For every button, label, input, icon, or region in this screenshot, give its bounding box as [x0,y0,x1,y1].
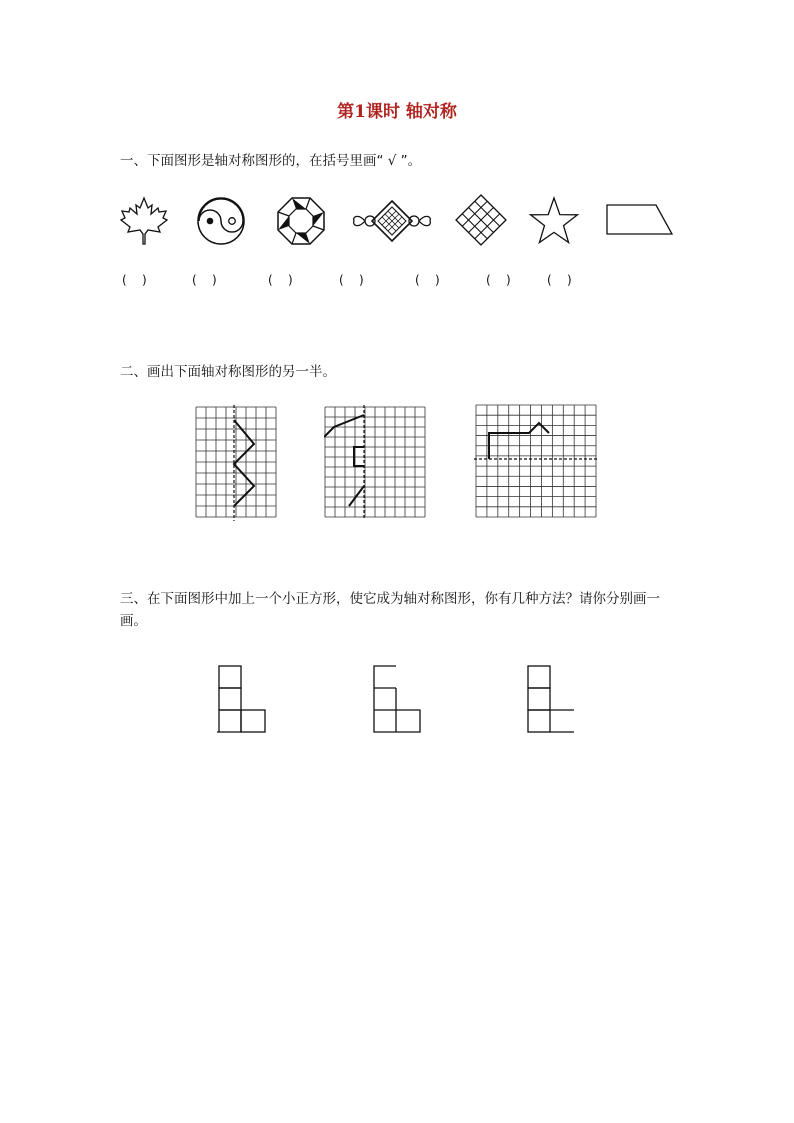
question-2-text: 二、画出下面轴对称图形的另一半。 [120,364,336,380]
question-3-text: 三、在下面图形中加上一个小正方形，使它成为轴对称图形，你有几种方法？请你分别画一画。 [120,591,660,629]
page-title: 第1课时 轴对称 [337,102,457,122]
diamond-lattice-icon [454,193,508,247]
square-figure-2[interactable] [372,664,424,736]
answer-blank[interactable]: ( ) [192,273,217,287]
answer-blank[interactable]: ( ) [268,273,293,287]
yin-yang-icon [196,196,246,246]
answer-blank[interactable]: ( ) [547,273,572,287]
star-icon [528,196,580,246]
maple-leaf-icon [118,196,170,246]
trapezoid-icon [604,202,676,238]
octagon-pinwheel-icon [276,196,326,246]
answer-blank[interactable]: ( ) [415,273,440,287]
chinese-knot-icon [350,198,434,244]
answer-blank[interactable]: ( ) [122,273,147,287]
square-figure-3[interactable] [526,664,578,736]
grid-1[interactable] [194,405,278,521]
answer-blank[interactable]: ( ) [486,273,511,287]
question-1-text: 一、下面图形是轴对称图形的，在括号里画“ √ ”。 [120,153,422,169]
square-figure-1[interactable] [217,664,269,736]
answer-blank[interactable]: ( ) [339,273,364,287]
grid-2[interactable] [324,405,426,519]
grid-3[interactable] [474,403,598,519]
